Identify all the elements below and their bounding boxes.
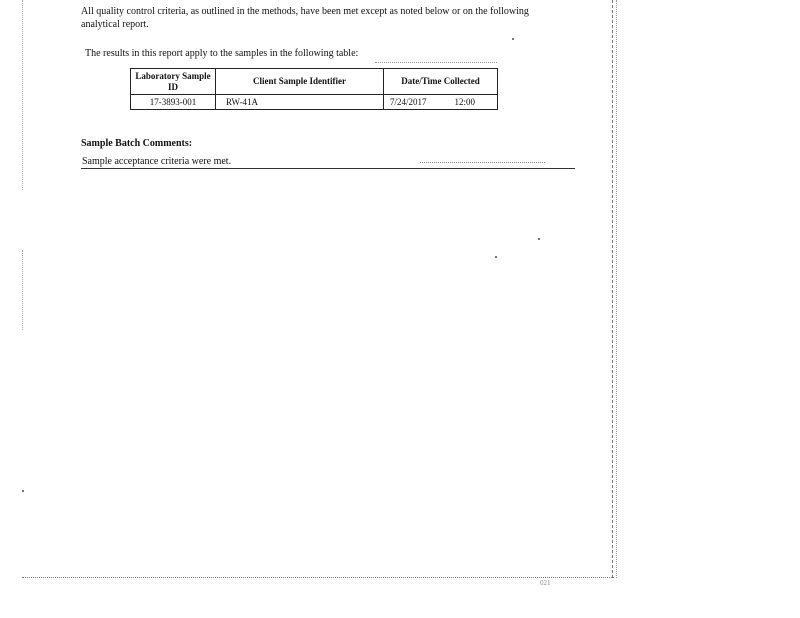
header-client-sample-identifier: Client Sample Identifier <box>216 69 384 95</box>
page-edge-left-lower <box>22 250 23 330</box>
samples-table <box>130 68 498 110</box>
table-header-row <box>131 69 498 95</box>
header-lab-sample-id: Laboratory Sample ID <box>131 69 216 95</box>
cell-time: 12:00 <box>454 97 476 107</box>
sample-batch-comments-heading: Sample Batch Comments: <box>81 138 193 149</box>
table-row <box>131 95 498 110</box>
cell-lab-sample-id: 17-3893-001 <box>131 95 216 110</box>
cell-date: 7/24/2017 <box>390 97 427 107</box>
page-edge-left <box>22 0 23 190</box>
samples-table-intro: The results in this report apply to the samples in the following table: <box>85 48 359 59</box>
comment-underline <box>81 168 575 169</box>
page-edge-bottom <box>22 577 614 578</box>
scan-rule <box>420 162 545 163</box>
page-number: 021 <box>540 579 551 587</box>
scan-speck <box>512 38 514 40</box>
cell-date-time-collected <box>384 95 498 110</box>
scan-rule <box>375 62 497 63</box>
scan-speck <box>538 238 540 240</box>
sample-batch-comment-text: Sample acceptance criteria were met. <box>82 156 232 167</box>
qc-intro-paragraph: All quality control criteria, as outlined in the methods, have been met except as noted below or on the following analytical report. <box>81 6 529 30</box>
scan-speck <box>495 256 497 258</box>
page-edge-right-shadow <box>616 0 617 578</box>
cell-client-sample-id: RW-41A <box>216 95 384 110</box>
page-edge-right <box>612 0 613 578</box>
header-date-time-collected: Date/Time Collected <box>384 69 498 95</box>
scan-speck <box>22 490 24 492</box>
